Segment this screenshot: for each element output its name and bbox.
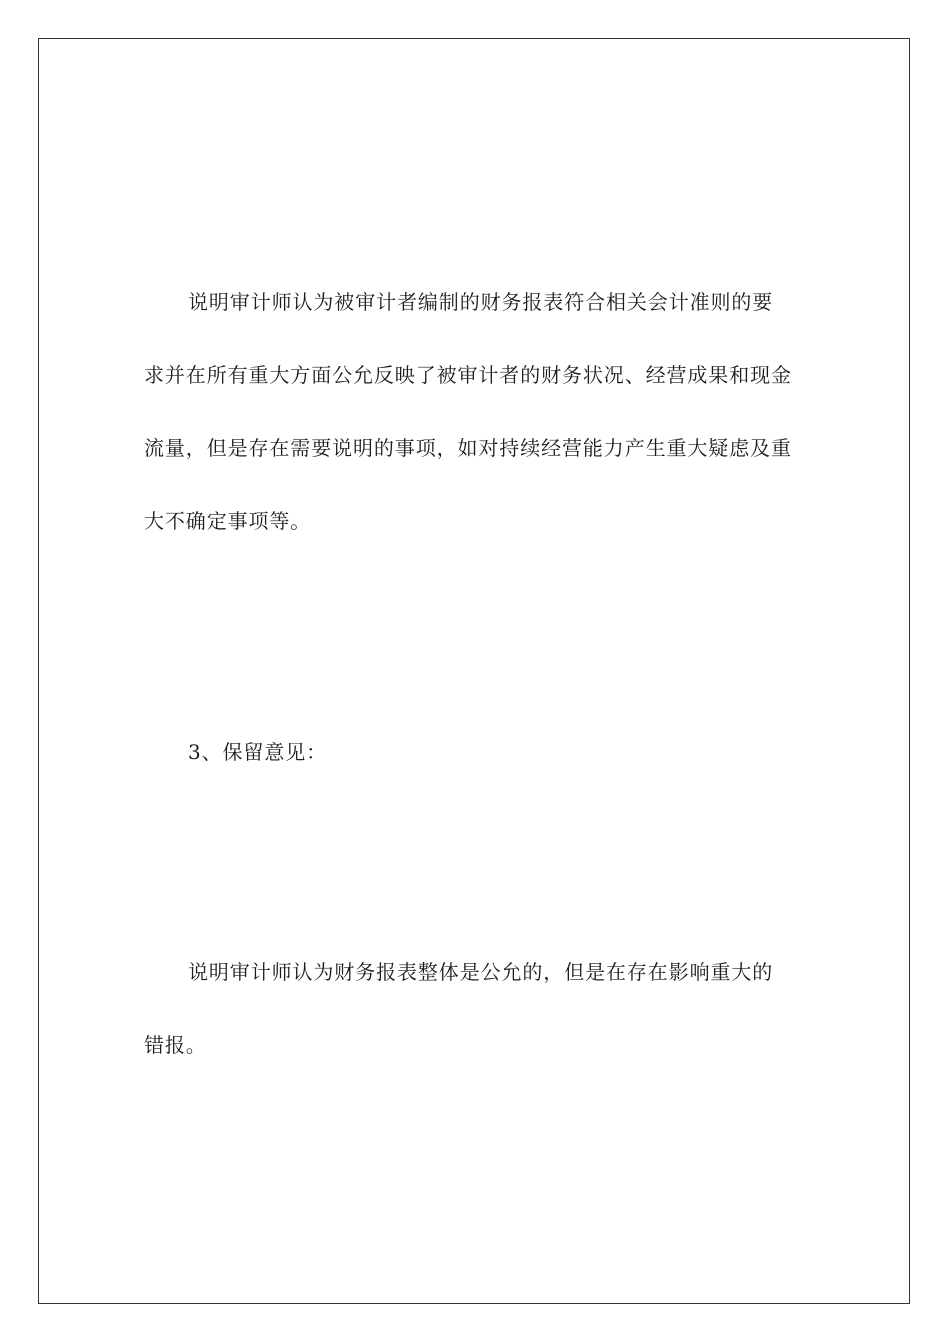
paragraph-qualified-opinion (144, 936, 794, 1082)
paragraph-text: 说明审计师认为财务报表整体是公允的，但是在存在影响重大的错报。 (144, 960, 774, 1057)
section-heading-qualified-opinion (144, 716, 794, 789)
paragraph-emphasis-of-matter (144, 266, 794, 558)
page-border (38, 38, 910, 1304)
heading-text: 3、保留意见： (188, 740, 328, 764)
paragraph-text: 说明审计师认为被审计者编制的财务报表符合相关会计准则的要求并在所有重大方面公允反映了被审计者的财务状况、经营成果和现金流量，但是存在需要说明的事项，如对持续经营能力产生重大疑虑及重大不确定事项等。 (144, 290, 792, 533)
